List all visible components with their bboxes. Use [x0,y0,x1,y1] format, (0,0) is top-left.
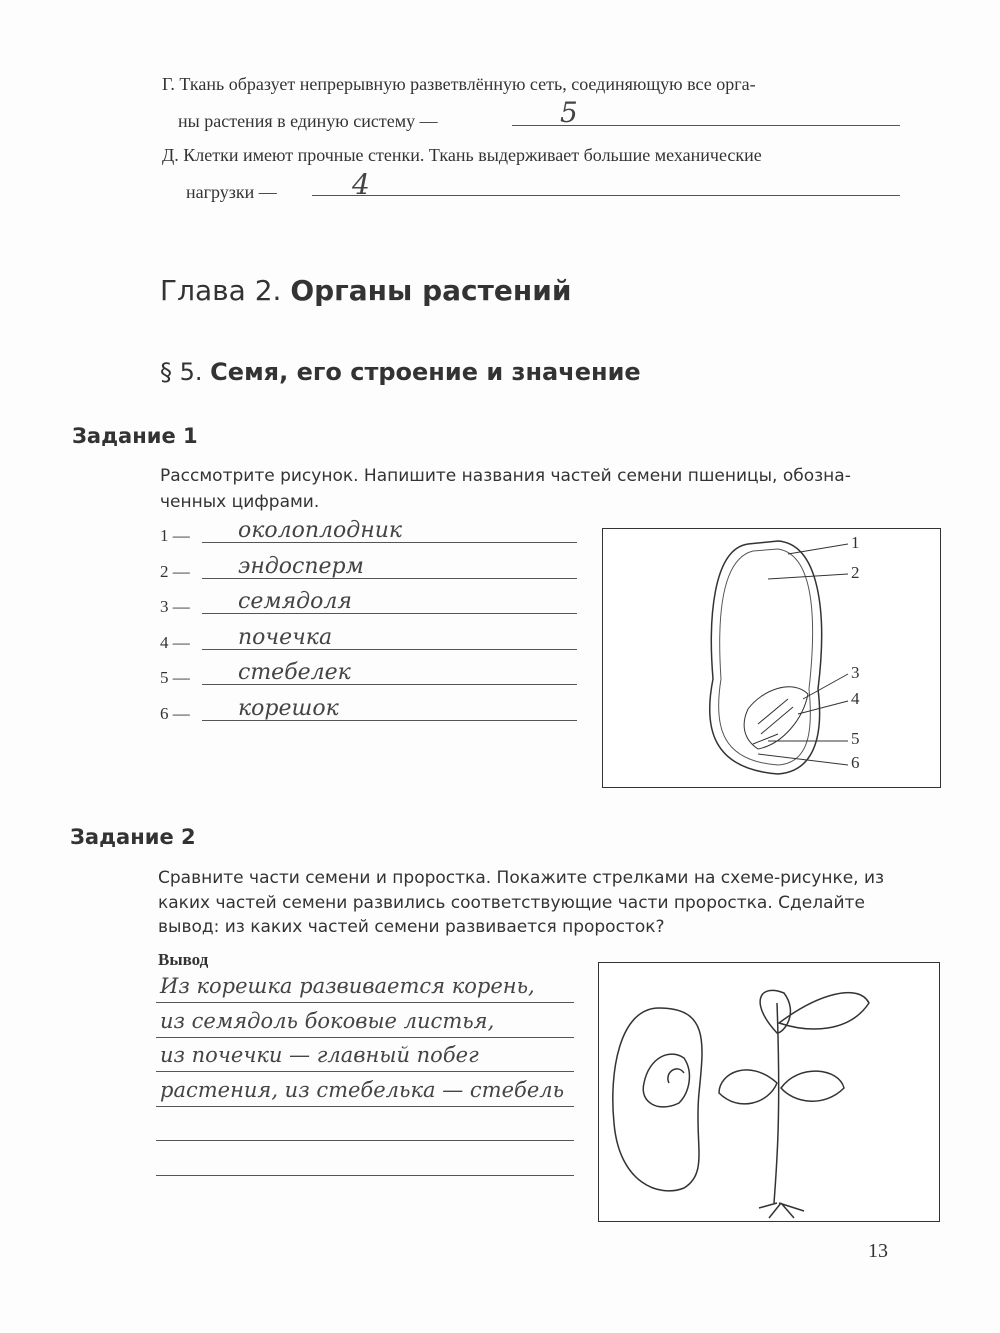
section-prefix: § 5. [160,358,203,386]
conclusion-handwritten: из почечки — главный побег [160,1043,479,1067]
figure-label: 5 [851,729,860,748]
answer-handwritten: семядоля [238,589,352,614]
item-d-text-cont: нагрузки — [186,182,277,202]
answer-number: 4 — [160,632,190,652]
figure-label: 1 [851,533,860,552]
item-d-text: Д. Клетки имеют прочные стенки. Ткань выдерживает большие механические [162,145,762,165]
conclusion-label: Вывод [158,950,209,969]
task2-text-cont: каких частей семени развились соответствующие части проростка. Сделайте [158,893,865,913]
item-g-text: Г. Ткань образует непрерывную разветвлённую сеть, соединяющую все орга- [162,74,756,94]
answer-handwritten: эндосперм [238,553,364,579]
conclusion-handwritten: из семядоль боковые листья, [160,1008,495,1033]
answer-number: 3 — [160,597,190,616]
task2-heading: Задание 2 [70,825,196,849]
answer-number: 6 — [160,703,190,723]
conclusion-handwritten: Из корешка развивается корень, [160,974,535,998]
seed-seedling-figure [598,962,940,1222]
task2-text-cont2: вывод: из каких частей семени развивается проросток? [158,917,665,937]
figure-label: 6 [851,753,860,772]
section-name: Семя, его строение и значение [210,358,641,386]
answer-number: 1 — [160,526,190,545]
item-d-answer: 4 [352,168,370,201]
wheat-seed-drawing [603,529,940,787]
figure-label: 3 [851,663,860,682]
task1-text-cont: ченных цифрами. [160,492,320,512]
task2-text: Сравните части семени и проростка. Покажите стрелками на схеме-рисунке, из [158,868,885,888]
answer-handwritten: почечка [238,624,333,650]
figure-label: 4 [851,689,860,708]
task1-text: Рассмотрите рисунок. Напишите названия частей семени пшеницы, обозна- [160,466,851,486]
answer-line [312,195,900,196]
page-number: 13 [868,1240,888,1262]
figure-label: 2 [851,563,860,582]
answer-handwritten: корешок [238,695,339,721]
conclusion-line [156,1106,574,1107]
chapter-prefix: Глава 2. [160,274,282,307]
chapter-name: Органы растений [290,274,572,307]
section-title [160,358,641,386]
item-g-answer: 5 [560,96,578,129]
conclusion-handwritten: растения, из стебелька — стебель [160,1077,565,1102]
answer-number: 5 — [160,668,190,687]
answer-handwritten: околоплодник [238,518,403,543]
answer-handwritten: стебелек [238,660,351,685]
answer-number: 2 — [160,561,190,581]
conclusion-line [156,1140,574,1141]
conclusion-line [156,1071,574,1072]
wheat-seed-figure [602,528,941,788]
bean-seedling-drawing [599,963,939,1221]
task1-heading: Задание 1 [72,424,198,448]
item-g-text-cont: ны растения в единую систему — [178,111,438,131]
conclusion-line [156,1002,574,1003]
conclusion-line [156,1175,574,1176]
conclusion-line [156,1037,574,1038]
chapter-title [160,274,571,307]
